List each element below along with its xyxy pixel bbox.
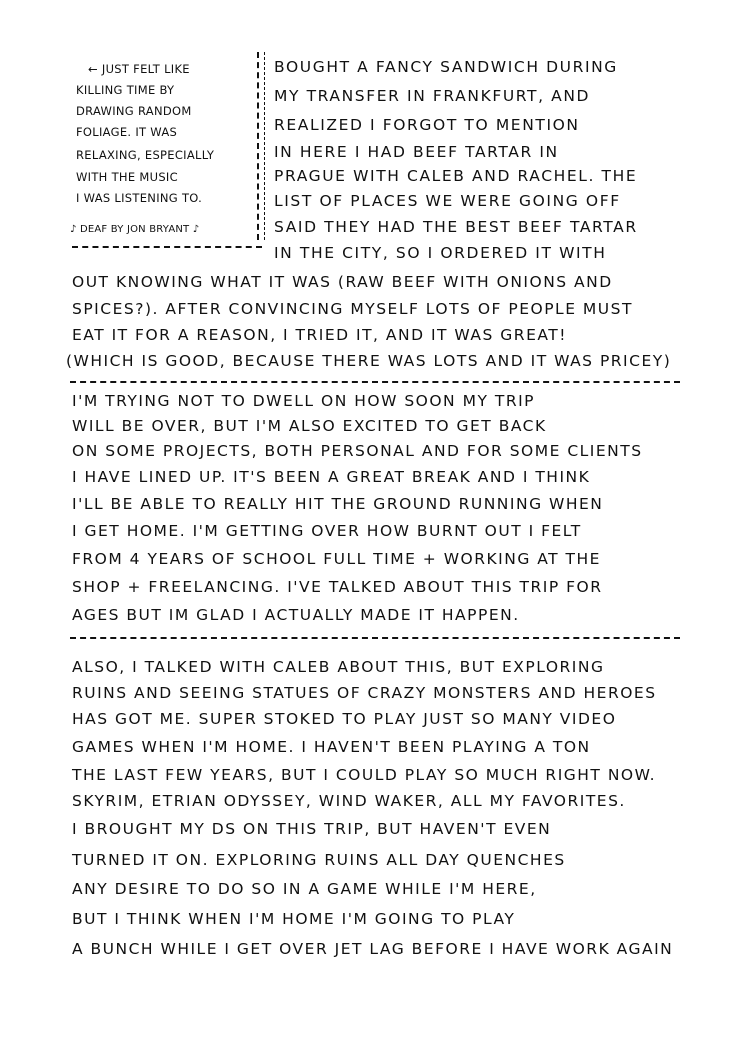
entry-line: OUT KNOWING WHAT IT WAS (RAW BEEF WITH ONIONS AND [72,273,613,291]
entry-line: WILL BE OVER, BUT I'M ALSO EXCITED TO GET BACK [72,417,547,435]
entry-line: HAS GOT ME. SUPER STOKED TO PLAY JUST SO MANY VIDEO [72,710,617,728]
song-credit: ♪ DEAF BY JON BRYANT ♪ [70,224,200,235]
sidebar-line: I WAS LISTENING TO. [76,191,203,205]
section-divider [70,381,680,383]
sidebar-line: RELAXING, ESPECIALLY [76,148,215,162]
entry-line: AGES BUT IM GLAD I ACTUALLY MADE IT HAPPEN. [72,606,520,624]
entry-line: TURNED IT ON. EXPLORING RUINS ALL DAY QUENCHES [72,851,566,869]
entry-line: FROM 4 YEARS OF SCHOOL FULL TIME + WORKING AT THE [72,550,601,568]
entry-line: I HAVE LINED UP. IT'S BEEN A GREAT BREAK AND I THINK [72,468,591,486]
entry-line: REALIZED I FORGOT TO MENTION [274,116,580,134]
column-divider-inner [264,52,265,240]
sidebar-line: FOLIAGE. IT WAS [76,125,178,139]
entry-line: I GET HOME. I'M GETTING OVER HOW BURNT OUT I FELT [72,522,582,540]
entry-line: BOUGHT A FANCY SANDWICH DURING [274,58,618,76]
entry-line: I BROUGHT MY DS ON THIS TRIP, BUT HAVEN'T EVEN [72,820,552,838]
entry-line: RUINS AND SEEING STATUES OF CRAZY MONSTERS AND HEROES [72,684,657,702]
sidebar-line: DRAWING RANDOM [76,104,192,118]
sidebar-line: ← JUST FELT LIKE [88,62,190,76]
section-divider [70,637,680,639]
entry-line: EAT IT FOR A REASON, I TRIED IT, AND IT WAS GREAT! [72,326,567,344]
entry-line: SKYRIM, ETRIAN ODYSSEY, WIND WAKER, ALL MY FAVORITES. [72,792,626,810]
entry-line: IN HERE I HAD BEEF TARTAR IN [274,143,559,161]
sidebar-divider [72,246,262,248]
entry-line: A BUNCH WHILE I GET OVER JET LAG BEFORE I HAVE WORK AGAIN [72,940,674,958]
entry-line: IN THE CITY, SO I ORDERED IT WITH [274,244,607,262]
sidebar-line: KILLING TIME BY [76,83,175,97]
entry-line: I'LL BE ABLE TO REALLY HIT THE GROUND RUNNING WHEN [72,495,604,513]
entry-line: I'M TRYING NOT TO DWELL ON HOW SOON MY TRIP [72,392,536,410]
entry-line: SPICES?). AFTER CONVINCING MYSELF LOTS OF PEOPLE MUST [72,300,633,318]
entry-line: GAMES WHEN I'M HOME. I HAVEN'T BEEN PLAYING A TON [72,738,591,756]
column-divider [257,52,259,240]
entry-line: THE LAST FEW YEARS, BUT I COULD PLAY SO MUCH RIGHT NOW. [72,766,657,784]
entry-line: ON SOME PROJECTS, BOTH PERSONAL AND FOR SOME CLIENTS [72,442,643,460]
entry-line: ANY DESIRE TO DO SO IN A GAME WHILE I'M HERE, [72,880,537,898]
entry-line: SHOP + FREELANCING. I'VE TALKED ABOUT THIS TRIP FOR [72,578,603,596]
entry-line: (WHICH IS GOOD, BECAUSE THERE WAS LOTS AND IT WAS PRICEY) [66,352,672,370]
entry-line: BUT I THINK WHEN I'M HOME I'M GOING TO PLAY [72,910,516,928]
sidebar-line: WITH THE MUSIC [76,170,178,184]
entry-line: LIST OF PLACES WE WERE GOING OFF [274,192,621,210]
entry-line: ALSO, I TALKED WITH CALEB ABOUT THIS, BUT EXPLORING [72,658,605,676]
entry-line: MY TRANSFER IN FRANKFURT, AND [274,87,591,105]
entry-line: SAID THEY HAD THE BEST BEEF TARTAR [274,218,638,236]
entry-line: PRAGUE WITH CALEB AND RACHEL. THE [274,167,638,185]
